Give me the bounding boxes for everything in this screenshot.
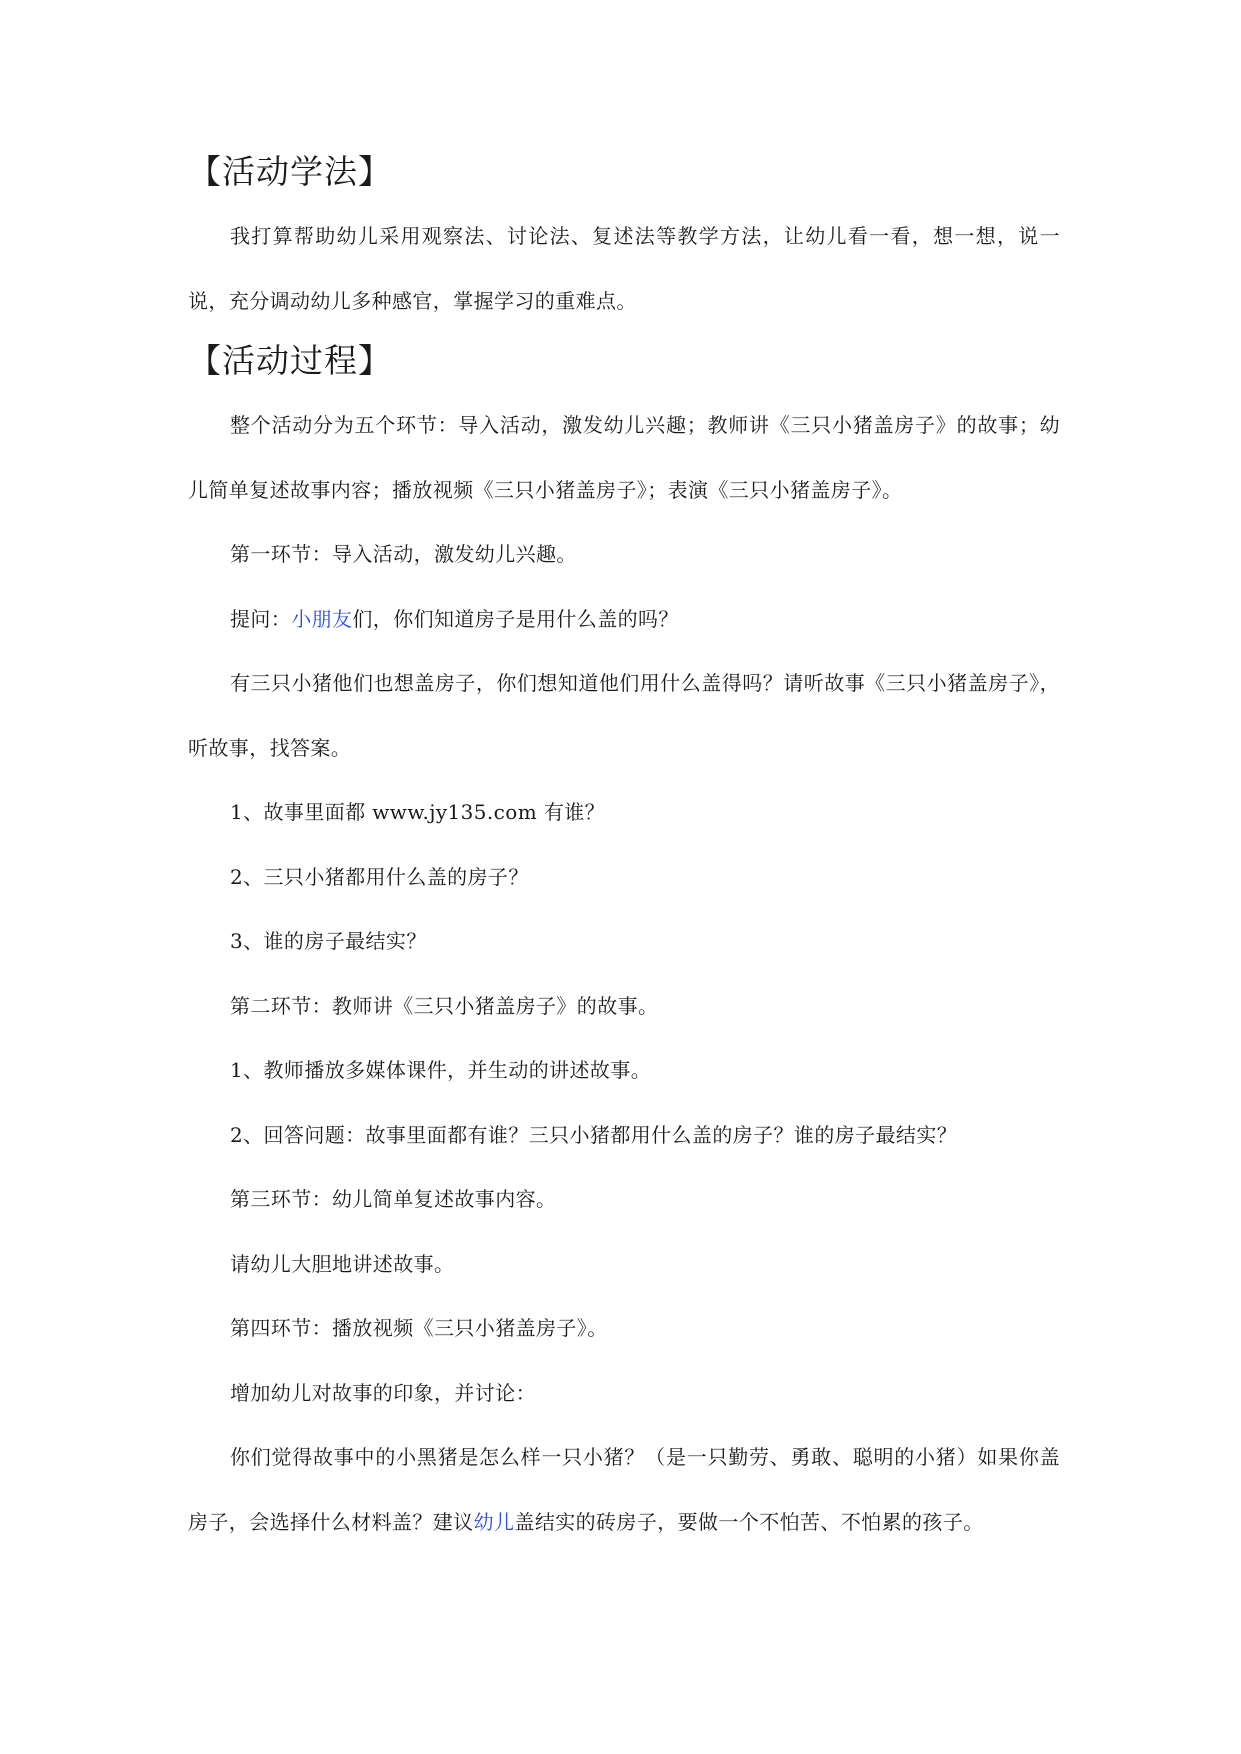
question-prefix: 提问：: [230, 606, 292, 631]
step3-item: 请幼儿大胆地讲述故事。: [230, 1251, 455, 1276]
step4-item: 增加幼儿对故事的印象，并讨论：: [230, 1380, 536, 1405]
section-heading-learning-methods: 【活动学法】: [188, 152, 392, 191]
step1-question: [188, 587, 1060, 652]
document-page: [188, 150, 1060, 1554]
step2-title: 第二环节：教师讲《三只小猪盖房子》的故事。: [230, 993, 659, 1018]
question-suffix: 们，你们知道房子是用什么盖的吗？: [352, 606, 679, 631]
story-prompt-paragraph: 有三只小猪他们也想盖房子，你们想知道他们用什么盖得吗？请听故事《三只小猪盖房子》，听故事，找答案。: [188, 671, 1060, 760]
discussion-paragraph: [188, 1425, 1060, 1554]
children-link[interactable]: 小朋友: [291, 606, 353, 631]
discussion-suffix: 盖结实的砖房子，要做一个不怕苦、不怕累的孩子。: [514, 1509, 984, 1534]
question-item-2: 2、三只小猪都用什么盖的房子？: [230, 864, 529, 889]
step2-item-2: 2、回答问题：故事里面都有谁？三只小猪都用什么盖的房子？谁的房子最结实？: [230, 1122, 958, 1147]
learning-methods-paragraph: 我打算帮助幼儿采用观察法、讨论法、复述法等教学方法，让幼儿看一看，想一想，说一说，充分调动幼儿多种感官，掌握学习的重难点。: [188, 224, 1060, 313]
discussion-prefix: 你们觉得故事中的小黑猪是怎么样一只小猪？（是一只勤劳、勇敢、聪明的小猪）如果你盖房子，会选择什么材料盖？建议: [188, 1445, 1060, 1534]
activity-intro-paragraph: 整个活动分为五个环节：导入活动，激发幼儿兴趣；教师讲《三只小猪盖房子》的故事；幼儿简单复述故事内容；播放视频《三只小猪盖房子》；表演《三只小猪盖房子》。: [188, 413, 1060, 502]
step3-title: 第三环节：幼儿简单复述故事内容。: [230, 1187, 557, 1211]
step4-title: 第四环节：播放视频《三只小猪盖房子》。: [230, 1316, 608, 1340]
question-item-3: 3、谁的房子最结实？: [230, 929, 427, 953]
kids-link[interactable]: 幼儿: [473, 1509, 515, 1534]
step1-title: 第一环节：导入活动，激发幼儿兴趣。: [230, 542, 577, 566]
section-heading-activity-process: 【活动过程】: [188, 341, 392, 380]
step2-item-1: 1、教师播放多媒体课件，并生动的讲述故事。: [230, 1058, 652, 1082]
question-item-1: 1、故事里面都 www.jy135.com 有谁？: [230, 800, 606, 824]
